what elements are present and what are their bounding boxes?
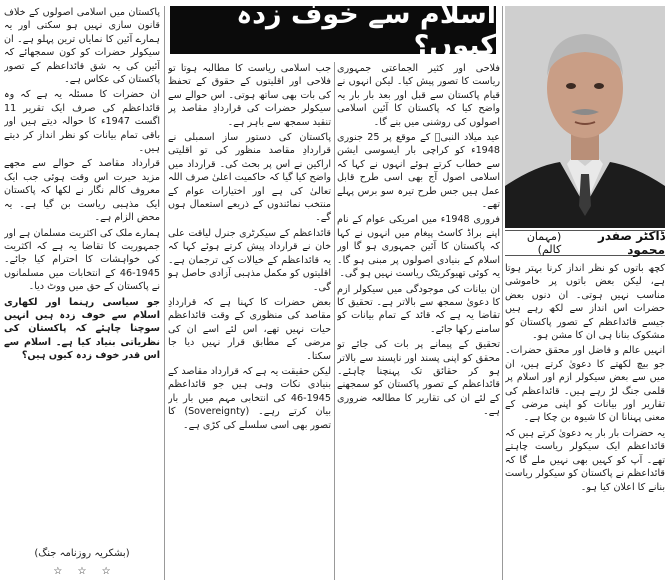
article-headline: اسلام سے خوف زدہ کیوں؟ bbox=[236, 0, 496, 61]
paragraph: جو سیاسی رہنما اور لکھاری اسلام سے خوف زدہ ہیں انہیں سوچنا چاہئے کہ پاکستان کی نظریاتی بنیاد کیا ہے۔ اسلام سے اس قدر خوف زدہ کیوں ہیں؟ bbox=[4, 296, 160, 362]
column-divider bbox=[502, 6, 503, 580]
article-column-2 bbox=[168, 62, 331, 580]
paragraph: جب اسلامی ریاست کا مطالبہ ہوتا تو فلاحی اور اقلیتوں کے حقوق کے تحفظ کی بات بھی ساتھ ہوتی۔ اس حوالے سے سیکولر حضرات کی قراردادِ مقاصد پر تنقید سمجھ سے باہر ہے۔ bbox=[168, 63, 331, 128]
stars-divider-icon: ☆ ☆ ☆ bbox=[53, 566, 117, 577]
article-column-1 bbox=[4, 6, 160, 546]
paragraph: قائداعظم کے سیکرٹری جنرل لیاقت علی خان نے قرارداد پیش کرتے ہوئے کہا کہ یہ قائداعظم کے خیالات کی ترجمان ہے۔ اقلیتوں کو مکمل مذہبی آزادی حاصل ہو گی۔ bbox=[168, 227, 331, 293]
author-photo bbox=[505, 6, 665, 228]
article-column-3 bbox=[337, 62, 500, 580]
column-divider bbox=[164, 6, 165, 580]
paragraph: بعض حضرات کا کہنا ہے کہ قراردادِ مقاصد کی منظوری کے وقت قائداعظم حیات نہیں تھے، اس لئے اسے ان کی مرضی کے مطابق قرار نہیں دیا جا سکتا۔ bbox=[168, 296, 331, 362]
paragraph: انہیں عالم و فاضل اور محقق حضرات۔ جو بیچ لکھتے کا دعویٰ کرتے ہیں، ان میں سے بعض سیکولر ازم اور اسلام پر قلمی جنگ لڑ رہے ہیں۔ قائداعظم کی تقاریر اور بیانات کو اپنی مرضی کے معنی پہنانا ان کا شیوہ بن چکا ہے۔ bbox=[505, 345, 665, 424]
paragraph: لیکن حقیقت یہ ہے کہ قرارداد مقاصد کے بنیادی نکات وہی ہیں جو قائداعظم 1945-46 کی انتخابی مہم میں بار بار بیان کرتے رہے۔ (Sovereignty) کا تصور بھی اسی سلسلے کی کڑی ہے۔ bbox=[168, 365, 331, 431]
paragraph: فلاحی اور کثیر الجماعتی جمہوری ریاست کا تصور پیش کیا۔ لیکن انہوں نے قیام پاکستان سے قبل اور بعد بار بار یہ واضح کیا کہ پاکستان کا آئین اسلامی اصولوں کی روشنی میں بنے گا۔ bbox=[337, 63, 500, 128]
paragraph: فروری 1948ء میں امریکی عوام کے نام اپنے براڈ کاسٹ پیغام میں انہوں نے کہا کہ پاکستان کا آئین جمہوری ہو گا اور اسلام کے بنیادی اصولوں پر مبنی ہو گا۔ یہ کوئی تھیوکریٹک ریاست نہیں ہو گی۔ bbox=[337, 214, 500, 280]
author-portrait-illustration bbox=[505, 6, 665, 228]
paragraph: یہ حضرات بار بار یہ دعویٰ کرتے ہیں کہ قائداعظم ایک سیکولر ریاست چاہتے تھے۔ آپ کو کہیں بھی نہیں ملے گا کہ قائداعظم نے پاکستان کو سیکولر ریاست بنانے کا اعلان کیا ہو۔ bbox=[505, 427, 665, 493]
column-divider bbox=[334, 62, 335, 580]
guest-column-tag: (مہمان کالم) bbox=[526, 230, 562, 256]
paragraph: عید میلاد النبیؐ کے موقع پر 25 جنوری 1948ء کو کراچی بار ایسوسی ایشن سے خطاب کرتے ہوئے انہوں نے کہا کہ اسلامی اصول آج بھی اسی طرح قابل عمل ہیں جس طرح تیرہ سو برس پہلے تھے۔ bbox=[337, 132, 500, 211]
paragraph: تحقیق کے پیمانے پر بات کی جائے تو محقق کو اپنی پسند اور ناپسند سے بالاتر ہو کر حقائق تک پہنچنا چاہئے۔ قائداعظم کے تصور پاکستان کو سمجھنے کے لئے ان کی تقاریر کا مطالعہ ضروری ہے۔ bbox=[337, 339, 500, 418]
paragraph: ان بیانات کی موجودگی میں سیکولر ازم کا دعویٰ سمجھ سے بالاتر ہے۔ تحقیق کا تقاضا یہ ہے کہ قائد کے تمام بیانات کو سامنے رکھا جائے۔ bbox=[337, 283, 500, 335]
paragraph: ہمارے ملک کی اکثریت مسلمان ہے اور جمہوریت کا تقاضا یہ ہے کہ اکثریت کی خواہشات کا احترام کیا جائے۔ 1945-46 کے انتخابات میں مسلمانوں نے پاکستان کے حق میں ووٹ دیا۔ bbox=[4, 227, 160, 293]
byline bbox=[505, 230, 665, 256]
paragraph: کچھ باتوں کو نظر انداز کرنا بہتر ہوتا ہے، لیکن بعض باتوں پر خاموشی مناسب نہیں ہوتی۔ ان دنوں بعض حضرات اس انداز سے لکھ رہے ہیں جیسے قائداعظم کے تصور پاکستان کو مشکوک بنانا ہی ان کا مشن ہو۔ bbox=[505, 263, 665, 342]
paragraph: قرارداد مقاصد کے حوالے سے مجھے مزید حیرت اس وقت ہوئی جب ایک معروف کالم نگار نے لکھا کہ پاکستان ایک مذہبی ریاست بن گیا ہے۔ یہ محض الزام ہے۔ bbox=[4, 158, 160, 224]
paragraph: پاکستان کی دستور ساز اسمبلی نے قراردادِ مقاصد منظور کی تو اقلیتی اراکین نے اس پر بحث کی۔ قرارداد میں واضح کیا گیا کہ حاکمیت اعلیٰ صرف اللہ تعالیٰ کی ہے اور اختیارات عوام کے منتخب نمائندوں کے ذریعے استعمال ہوں گے۔ bbox=[168, 132, 331, 224]
author-name: ڈاکٹر صفدر محمود bbox=[597, 229, 665, 257]
courtesy-line: (بشکریہ روزنامہ جنگ) bbox=[34, 548, 130, 559]
paragraph: ان حضرات کا مسئلہ یہ ہے کہ وہ قائداعظم کی صرف ایک تقریر 11 اگست 1947ء کا حوالہ دیتے ہیں اور باقی تمام بیانات کو نظر انداز کر دیتے ہیں۔ bbox=[4, 89, 160, 155]
paragraph: پاکستان میں اسلامی اصولوں کے خلاف قانون سازی نہیں ہو سکتی اور یہ ہمارے آئین کا نمایاں ترین پہلو ہے۔ ان سیکولر حضرات کو کون سمجھائے کہ آئین کی یہ شق قائداعظم کے تصور پاکستان کی عکاس ہے۔ bbox=[4, 7, 160, 86]
article-column-4 bbox=[505, 262, 665, 580]
headline-banner bbox=[170, 0, 496, 61]
